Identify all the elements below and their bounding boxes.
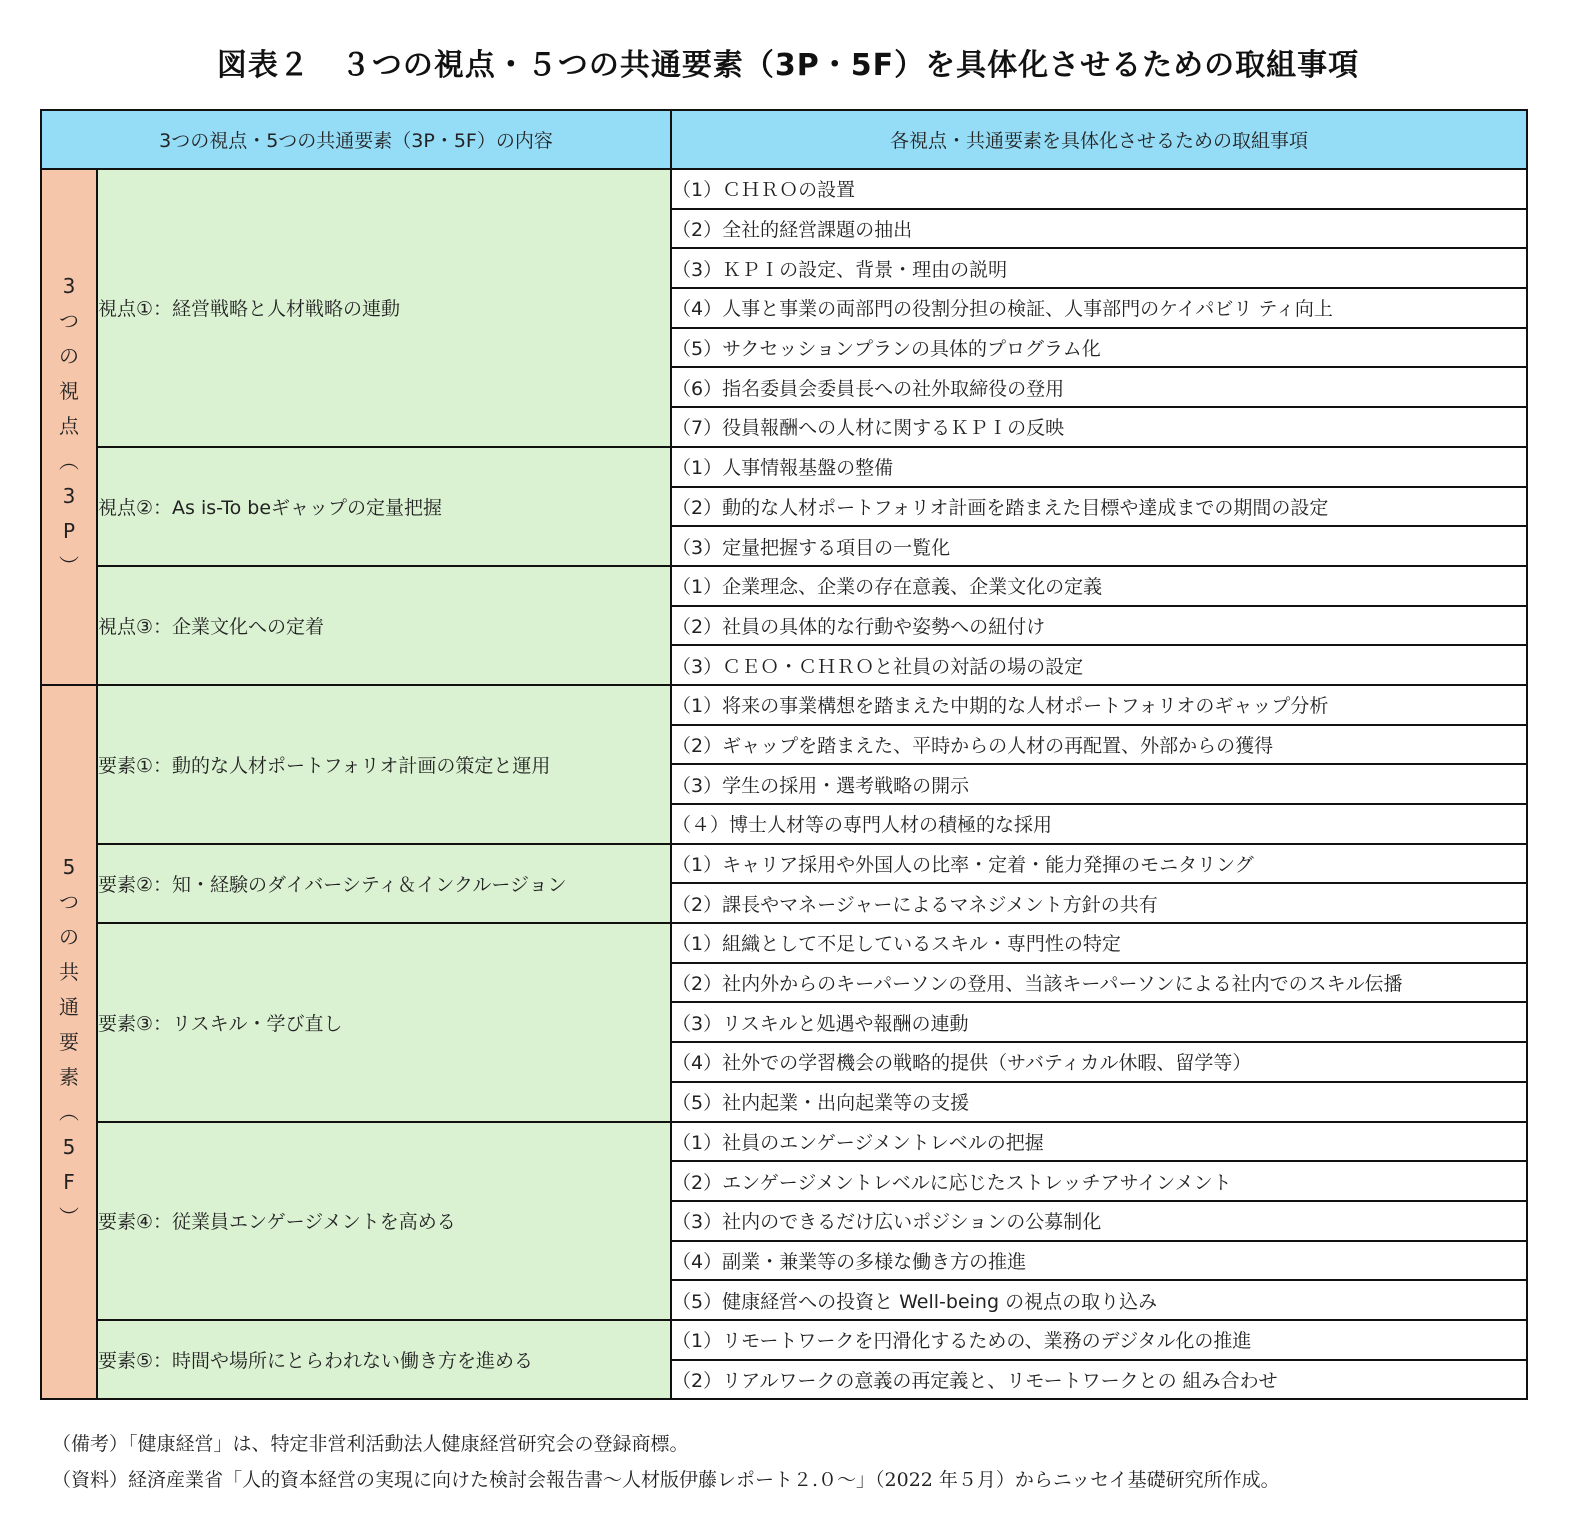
initiative-item: （1）企業理念、企業の存在意義、企業文化の定義 [671,566,1527,606]
initiative-item: （3）ＣＥＯ・ＣＨＲＯと社員の対話の場の設定 [671,645,1527,685]
table-row [41,923,1527,963]
initiative-item: （4）副業・兼業等の多様な働き方の推進 [671,1241,1527,1281]
group-label-char: 点 [59,414,79,439]
figure-title: 図表２ ３つの視点・５つの共通要素（3P・5F）を具体化させるための取組事項 [216,48,1360,83]
group-label-char: つ [59,309,79,334]
group-label-char: ︶ [59,1204,79,1229]
initiative-item: （7）役員報酬への人材に関するＫＰＩの反映 [671,407,1527,447]
initiative-item: （1）将来の事業構想を踏まえた中期的な人材ポートフォリオのギャップ分析 [671,685,1527,725]
group-label-char: P [62,519,76,544]
group-label-char: ︶ [59,554,79,579]
category-cell: 視点①：経営戦略と人材戦略の連動 [97,169,671,447]
table-row [41,844,1527,884]
initiative-item: （2）課長やマネージャーによるマネジメント方針の共有 [671,883,1527,923]
initiative-item: （1）キャリア採用や外国人の比率・定着・能力発揮のモニタリング [671,844,1527,884]
initiative-item: （4）社外での学習機会の戦略的提供（サバティカル休暇、留学等） [671,1042,1527,1082]
group-label-char: 視 [59,379,79,404]
group-label-3p [41,169,97,685]
initiative-item: （1）組織として不足しているスキル・専門性の特定 [671,923,1527,963]
header-initiatives-column: 各視点・共通要素を具体化させるための取組事項 [671,110,1527,169]
initiative-item: （2）ギャップを踏まえた、平時からの人材の再配置、外部からの獲得 [671,725,1527,765]
initiative-item: （1）リモートワークを円滑化するための、業務のデジタル化の推進 [671,1320,1527,1360]
initiative-item: （４）博士人材等の専門人材の積極的な採用 [671,804,1527,844]
initiative-item: （2）全社的経営課題の抽出 [671,209,1527,249]
initiative-item: （3）学生の採用・選考戦略の開示 [671,764,1527,804]
category-cell: 要素②：知・経験のダイバーシティ＆インクルージョン [97,844,671,923]
initiative-item: （2）エンゲージメントレベルに応じたストレッチアサインメント [671,1161,1527,1201]
note-remarks: （備考）「健康経営」は、特定非営利活動法人健康経営研究会の登録商標。 [52,1433,689,1455]
table-row [41,169,1527,209]
footnotes [52,1426,1280,1498]
initiative-item: （3）定量把握する項目の一覧化 [671,526,1527,566]
category-cell: 視点②：As is-To beギャップの定量把握 [97,447,671,566]
table-row [41,566,1527,606]
initiative-item: （2）リアルワークの意義の再定義と、リモートワークとの 組み合わせ [671,1360,1527,1400]
group-label-char: ︵ [59,449,79,474]
initiative-item: （2）動的な人材ポートフォリオ計画を踏まえた目標や達成までの期間の設定 [671,487,1527,527]
group-label-char: の [59,924,79,949]
category-cell: 要素①：動的な人材ポートフォリオ計画の策定と運用 [97,685,671,844]
initiative-item: （5）社内起業・出向起業等の支援 [671,1082,1527,1122]
initiative-item: （1）ＣＨＲＯの設置 [671,169,1527,209]
group-label-char: 5 [62,854,76,879]
table-header-row [41,110,1527,169]
initiative-item: （2）社内外からのキーパーソンの登用、当該キーパーソンによる社内でのスキル伝播 [671,963,1527,1003]
initiative-item: （4）人事と事業の両部門の役割分担の検証、人事部門のケイパビリ ティ向上 [671,288,1527,328]
initiative-item: （3）リスキルと処遇や報酬の連動 [671,1002,1527,1042]
initiative-item: （1）社員のエンゲージメントレベルの把握 [671,1122,1527,1162]
group-label-char: 共 [59,959,79,984]
group-label-char: 素 [59,1064,79,1089]
group-label-5f [41,685,97,1399]
header-content-column: 3つの視点・5つの共通要素（3P・5F）の内容 [41,110,671,169]
category-cell: 要素③：リスキル・学び直し [97,923,671,1121]
group-label-char: 5 [62,1134,76,1159]
table-row [41,685,1527,725]
table-row [41,1320,1527,1360]
category-cell: 要素⑤：時間や場所にとらわれない働き方を進める [97,1320,671,1399]
initiative-item: （5）サクセッションプランの具体的プログラム化 [671,328,1527,368]
initiative-item: （1）人事情報基盤の整備 [671,447,1527,487]
group-label-char: ︵ [59,1099,79,1124]
table-row [41,1122,1527,1162]
group-label-char: 通 [59,994,79,1019]
group-label-char: の [59,344,79,369]
initiative-item: （2）社員の具体的な行動や姿勢への紐付け [671,606,1527,646]
initiative-item: （3）ＫＰＩの設定、背景・理由の説明 [671,248,1527,288]
table-row [41,447,1527,487]
category-cell: 視点③：企業文化への定着 [97,566,671,685]
initiative-item: （5）健康経営への投資と Well-being の視点の取り込み [671,1280,1527,1320]
group-label-char: 3 [62,484,76,509]
group-label-char: 3 [62,274,76,299]
category-cell: 要素④：従業員エンゲージメントを高める [97,1122,671,1320]
group-label-char: 要 [59,1029,79,1054]
group-label-char: つ [59,889,79,914]
table-body [41,169,1527,1399]
initiative-item: （3）社内のできるだけ広いポジションの公募制化 [671,1201,1527,1241]
initiatives-table [40,109,1528,1400]
initiative-item: （6）指名委員会委員長への社外取締役の登用 [671,367,1527,407]
note-source: （資料）経済産業省「人的資本経営の実現に向けた検討会報告書～人材版伊藤レポート２.０～」（2022 年５月）からニッセイ基礎研究所作成。 [52,1469,1280,1491]
group-label-char: F [63,1169,75,1194]
